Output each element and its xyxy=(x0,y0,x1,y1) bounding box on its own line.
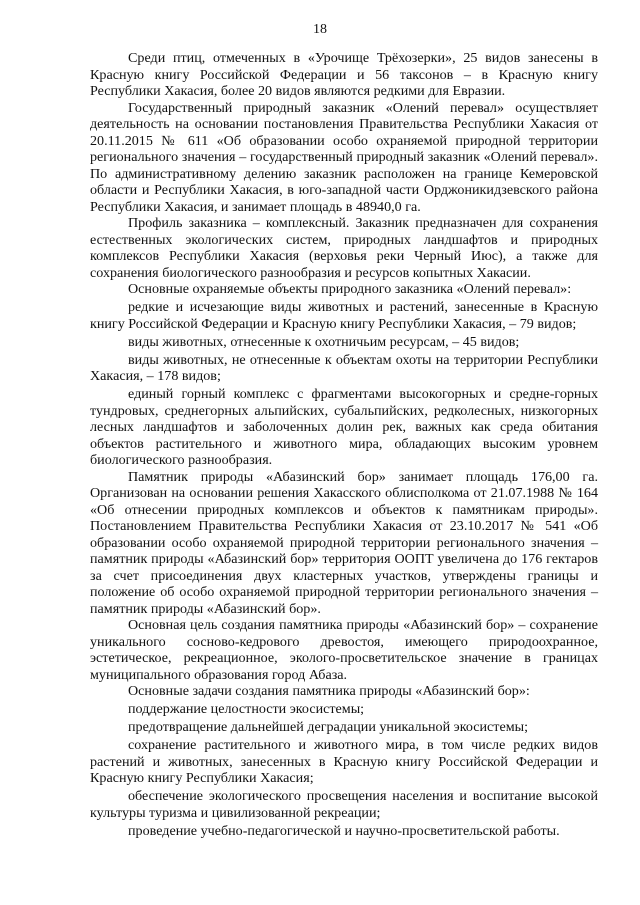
list-item-prevent-degradation: предотвращение дальнейшей деградации уникальной экосистемы; xyxy=(128,719,528,735)
paragraph-oleniy-pereval-intro: Государственный природный заказник «Олений перевал» осуществляет деятельность на основании постановления Правительства Республики Хакасия от 20.11.2015 № 611 «Об образовании особо охраняемой природной территории регионального значения – государственный природный заказник «Олений перевал». По административному делению заказник расположен на границе Кемеровской области и Республики Хакасия, в юго-западной части Орджоникидзевского района Республики Хакасия, и занимает площадь в 48940,0 га. xyxy=(90,99,598,215)
list-item-non-game-species: виды животных, не отнесенные к объектам охоты на территории Республики Хакасия, – 178 видов; xyxy=(90,351,598,384)
list-item-preserve-flora-fauna: сохранение растительного и животного мира, в том числе редких видов растений и животных, занесенных в Красную книгу Российской Федерации и Красную книгу Республики Хакасия; xyxy=(90,737,598,786)
document-body xyxy=(90,50,598,839)
page-number: 18 xyxy=(313,22,327,37)
list-item-game-species: виды животных, отнесенные к охотничьим ресурсам, – 45 видов; xyxy=(128,333,520,350)
paragraph-reserve-profile: Профиль заказника – комплексный. Заказник предназначен для сохранения естественных экологических систем, природных ландшафтов и природных комплексов Республики Хакасия (верховья реки Черный Июс), а также для сохранения биологического разнообразия и ресурсов копытных Хакасии. xyxy=(90,215,598,281)
list-item-rare-species: редкие и исчезающие виды животных и растений, занесенные в Красную книгу Российской Федерации и Красную книгу Республики Хакасия, – 79 видов; xyxy=(90,299,598,332)
paragraph-birds: Среди птиц, отмеченных в «Урочище Трёхозерки», 25 видов занесены в Красную книгу Российской Федерации и 56 таксонов – в Красную книгу Республики Хакасия, более 20 видов являются редкими для Евразии. xyxy=(90,50,598,99)
list-item-educational-work: проведение учебно-педагогической и научно-просветительской работы. xyxy=(128,822,560,839)
paragraph-main-goal: Основная цель создания памятника природы «Абазинский бор» – сохранение уникального сосново-кедрового древостоя, имеющего природоохранное, эстетическое, рекреационное, эколого-просветительское значение в границах муниципального образования город Абаза. xyxy=(90,617,598,683)
paragraph-protected-objects-heading: Основные охраняемые объекты природного заказника «Олений перевал»: xyxy=(128,281,572,297)
list-item-mountain-complex: единый горный комплекс с фрагментами высокогорных и средне-горных тундровых, среднегорных альпийских, субальпийских, редколесных, низкогорных лесных ландшафтов и заболоченных долин рек, важных как среда обитания объектов растительного и животного мира, обладающих высоким уровнем биологического разнообразия. xyxy=(90,386,598,468)
list-item-ecological-education: обеспечение экологического просвещения населения и воспитание высокой культуры туризма и цивилизованной рекреации; xyxy=(90,788,598,821)
list-item-ecosystem-integrity: поддержание целостности экосистемы; xyxy=(128,701,365,717)
paragraph-abazinsky-bor-intro: Памятник природы «Абазинский бор» занимает площадь 176,00 га. Организован на основании решения Хакасского облисполкома от 21.07.1988 № 164 «Об отнесении природных комплексов и объектов к памятникам природы». Постановлением Правительства Республики Хакасия от 23.10.2017 № 541 «Об образовании особо охраняемой природной территории регионального значения – памятник природы «Абазинский бор» территория ООПТ увеличена до 176 гектаров за счет присоединения двух кластерных участков, утверждены границы и положение об особо охраняемой природной территории регионального значения – памятник природы «Абазинский бор». xyxy=(90,468,598,617)
paragraph-main-tasks-heading: Основные задачи создания памятника природы «Абазинский бор»: xyxy=(128,683,530,699)
